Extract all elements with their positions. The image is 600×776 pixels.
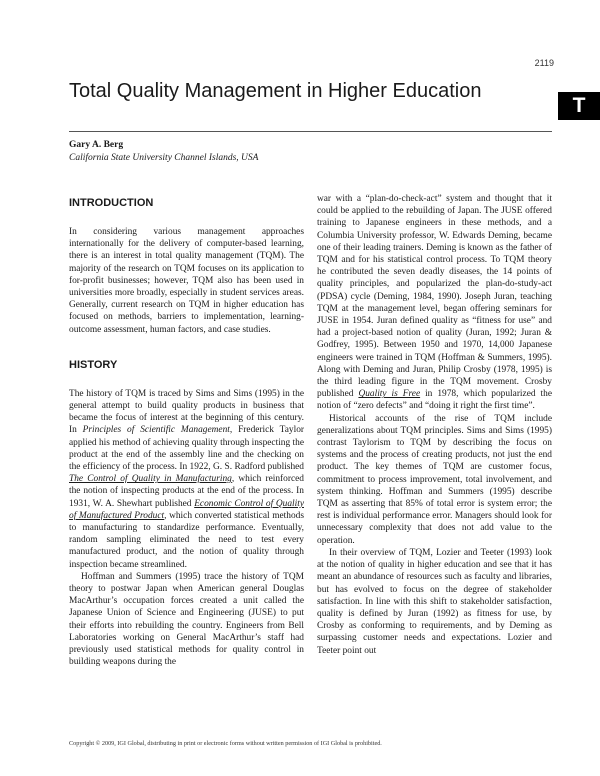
book-title-quality-is-free: Quality is Free — [358, 389, 421, 400]
history-paragraph-2: Hoffman and Summers (1995) trace the history of TQM theory to postwar Japan when American general Douglas MacArthur’s occupation forces created a unit called the Japanese Union of Science and Engineering (JUSE) to put their efforts into rebuilding the country. Engineers from Bell Laboratories working on General MacArthur’s staff had previously used statistical methods for quality control in building weapons during the — [69, 571, 304, 668]
history-heading: HISTORY — [69, 358, 118, 371]
right-column — [317, 193, 552, 657]
history-paragraph-overview: In their overview of TQM, Lozier and Teeter (1993) look at the notion of quality in higher education and see that it has meant an abundance of resources such as faculty and libraries, but has evolved to focus on the degree of stakeholder satisfaction. In line with this shift to stakeholder satisfaction, quality is defined by Juran (1992) as fitness for use, by Crosby as conforming to requirements, and by Deming as surpassing customer needs and expectations. Lozier and Teeter point out — [317, 547, 552, 656]
book-title-scientific-management: Principles of Scientific Management — [82, 425, 230, 436]
page-number: 2119 — [534, 58, 554, 68]
history-paragraph-accounts: Historical accounts of the rise of TQM include generalizations about TQM principles. Sims and Sims (1995) contrast Taylorism to TQM by describing the focus on systems and the process of creating products, not just the end product. The key themes of TQM are customer focus, commitment to process improvement, total involvement, and system thinking. Hoffman and Summers (1995) describe TQM as asserting that 85% of total error is system error; the rest is individual performance error. Managers should look for unnecessary complexity that does not add value to the operation. — [317, 413, 552, 546]
book-title-control-of-quality: The Control of Quality in Manufacturing — [69, 474, 232, 485]
history-continued-paragraph: war with a “plan-do-check-act” system and thought that it could be applied to the rebuilding of Japan. The JUSE offered training to Japanese engineers in these methods, and a Columbia University professor, W. Edwards Deming, became one of their leading trainers. Deming is known as the father of TQM and for his statistical control process. To TQM theory he contributed the seven deadly diseases, the 14 points of quality principles, and popularized the plan-do-study-act (PDSA) cycle (Deming, 1984, 1990). Joseph Juran, teaching TQM at the management level, began offering seminars for JUSE in 1954. Juran defined quality as “fitness for use” and had a project-based notion of quality (Juran, 1992; Juran & Godfrey, 1995). Between 1950 and 1970, 14,000 Japanese engineers were trained in TQM (Hoffman & Summers, 1995). Along with Deming and Juran, Philip Crosby (1978, 1995) is the third leading figure in the TQM movement. Crosby published Quality is Free in 1978, which popularized the notion of “zero defects” and “doing it right the first time”. — [317, 194, 552, 412]
book-title-economic-control: Economic Control of Quality of Manufactured Product — [69, 498, 304, 521]
history-paragraph-1: The history of TQM is traced by Sims and Sims (1995) in the general attempt to build quality products in business that became the focus of interest at the beginning of this century. In Principles of Scientific Management, Frederick Taylor applied his method of achieving quality through inspecting the product at the end of the assembly line and the checking on the efficiency of the process. In 1922, G. S. Radford published The Control of Quality in Manufacturing, which reinforced the notion of inspecting products at the end of the process. In 1931, W. A. Shewhart published Economic Control of Quality of Manufactured Product, which converted statistical methods to manufacturing to standardize performance. Eventually, random sampling eliminated the need to test every manufactured product, and the notion of quality through inspection became streamlined. — [69, 388, 305, 570]
section-letter-tab: T — [558, 92, 600, 120]
article-title: Total Quality Management in Higher Education — [69, 80, 482, 102]
introduction-heading: INTRODUCTION — [69, 197, 154, 209]
copyright-footer: Copyright © 2009, IGI Global, distributing in print or electronic forms without written permission of IGI Global is prohibited. — [69, 740, 382, 747]
title-divider — [69, 131, 552, 132]
author-name: Gary A. Berg — [69, 140, 124, 150]
left-column — [69, 196, 304, 669]
author-affiliation: California State University Channel Islands, USA — [69, 153, 259, 163]
introduction-paragraph: In considering various management approaches internationally for the delivery of computer-based learning, there is an interest in total quality management (TQM). The majority of the research on TQM focuses on its application to for-profit businesses; however, TQM also has been used in universities more broadly, especially in student services areas. Generally, current research on TQM in higher education has focused on methods, barriers to implementation, learning-outcome assessment, human factors, and case studies. — [69, 227, 304, 335]
